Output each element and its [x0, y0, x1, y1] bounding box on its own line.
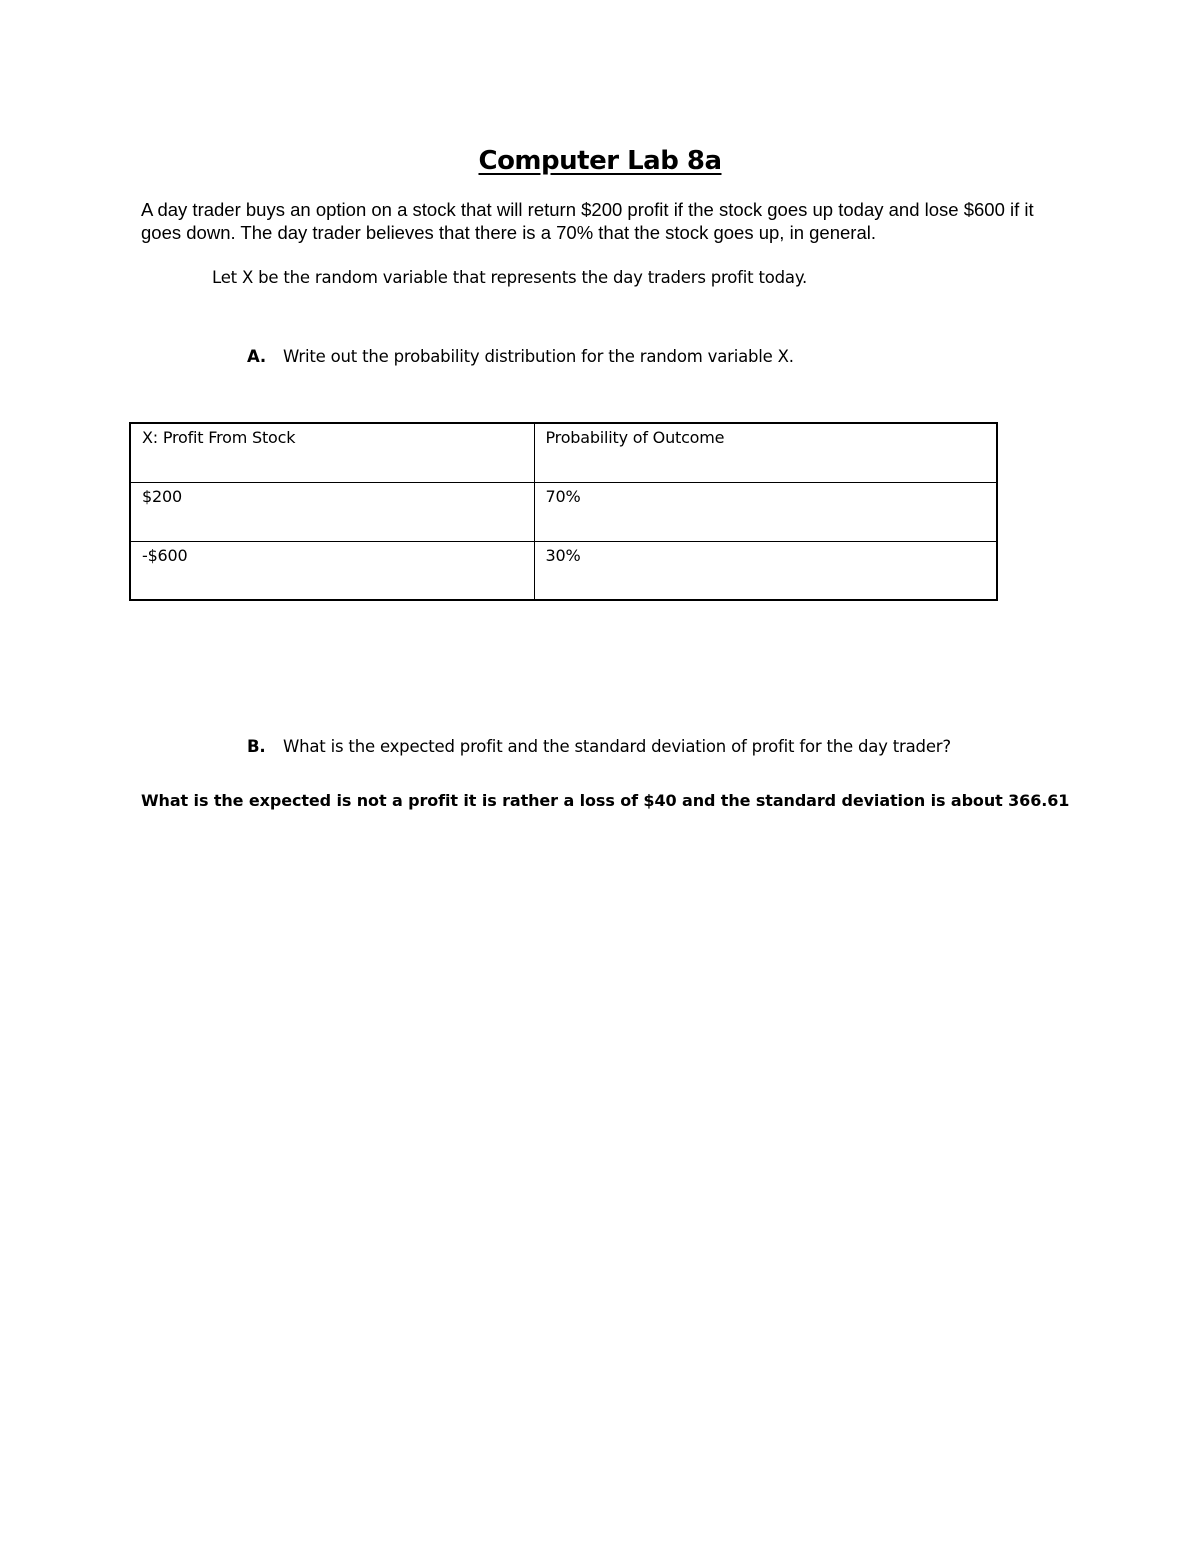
table-row — [130, 541, 997, 600]
question-a-text: Write out the probability distribution for the random variable X. — [283, 347, 794, 366]
table-row — [130, 482, 997, 541]
document-title: Computer Lab 8a — [478, 146, 722, 176]
table-cell: 70% — [534, 482, 997, 541]
question-a — [247, 347, 794, 366]
table-cell: $200 — [130, 482, 534, 541]
table-cell: 30% — [534, 541, 997, 600]
question-b-text: What is the expected profit and the standard deviation of profit for the day trader? — [283, 737, 951, 756]
table-header-row — [130, 423, 997, 482]
question-b — [247, 737, 951, 756]
table-header-cell: X: Profit From Stock — [130, 423, 534, 482]
answer-text: What is the expected is not a profit it is rather a loss of $40 and the standard deviation is about 366.61 — [141, 791, 1070, 810]
problem-intro: A day trader buys an option on a stock that will return $200 profit if the stock goes up today and lose $600 if it goes down. The day trader believes that there is a 70% that the stock goes up, in general. — [141, 199, 1034, 243]
probability-distribution-table — [129, 422, 998, 601]
random-variable-definition: Let X be the random variable that represents the day traders profit today. — [212, 268, 808, 287]
question-b-letter: B. — [247, 737, 266, 756]
table-header-cell: Probability of Outcome — [534, 423, 997, 482]
table-cell: -$600 — [130, 541, 534, 600]
question-a-letter: A. — [247, 347, 266, 366]
